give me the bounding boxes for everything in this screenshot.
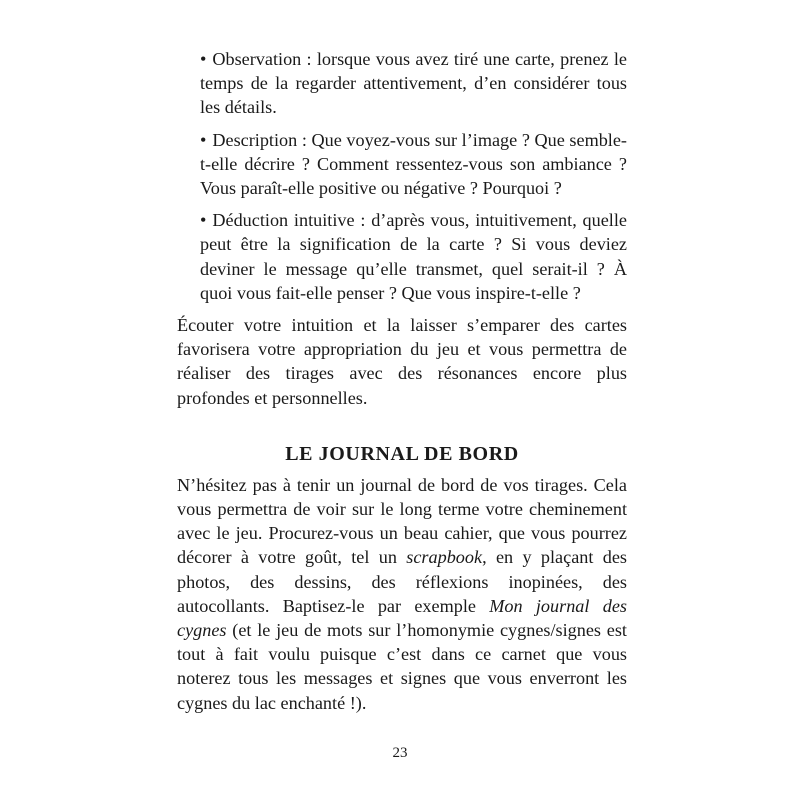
list-item-text: Description : Que voyez-vous sur l’image ? Que semble-t-elle décrire ? Comment ressentez-vous son ambiance ? Vous paraît-elle positive ou négative ? Pourquoi ? [200,129,627,199]
page-number: 23 [392,745,408,761]
bullet-marker: • [200,49,207,69]
bullet-marker: • [200,129,207,150]
page-body [177,47,627,715]
bullet-marker: • [200,210,207,231]
section-heading: LE JOURNAL DE BORD [285,442,519,465]
journal-italic-scrapbook: scrapbook [406,547,483,568]
list-item-description [177,128,627,201]
list-item-deduction [177,208,627,305]
journal-text-3: (et le jeu de mots sur l’homonymie cygnes/signes est tout à fait voulu puisque c’est dans ce carnet que vous noterez tous les messages et signes que vous enverront les cygnes du lac enchanté !). [177,620,627,713]
list-item-observation [177,47,627,120]
journal-text-1: N’hésitez pas à tenir un journal de bord de vos tirages. Cela vous permettra de voir sur le long terme votre cheminement avec le jeu. Procurez-vous un beau cahier, que vous pourrez décorer à votre goût, tel un [177,474,627,568]
journal-text-2: , en y plaçant des photos, des dessins, des réflexions inopinées, des autocollants. Baptisez-le par exemple [177,547,627,616]
journal-italic-title: Mon journal des cygnes [177,595,627,641]
list-item-text: Déduction intuitive : d’après vous, intuitivement, quelle peut être la signification de la carte ? Si vous deviez deviner le message qu’elle transmet, quel serait-il ? À quoi vous fait-elle penser ? Que vous inspire-t-elle ? [200,210,627,303]
paragraph-intuition: Écouter votre intuition et la laisser s’emparer des cartes favorisera votre appropriation du jeu et vous permettra de réaliser des tirages avec des résonances encore plus profondes et personnelles. [177,315,627,408]
paragraph-journal [177,473,627,715]
list-item-text: Observation : lorsque vous avez tiré une carte, prenez le temps de la regarder attentivement, d’en considérer tous les détails. [200,49,627,118]
